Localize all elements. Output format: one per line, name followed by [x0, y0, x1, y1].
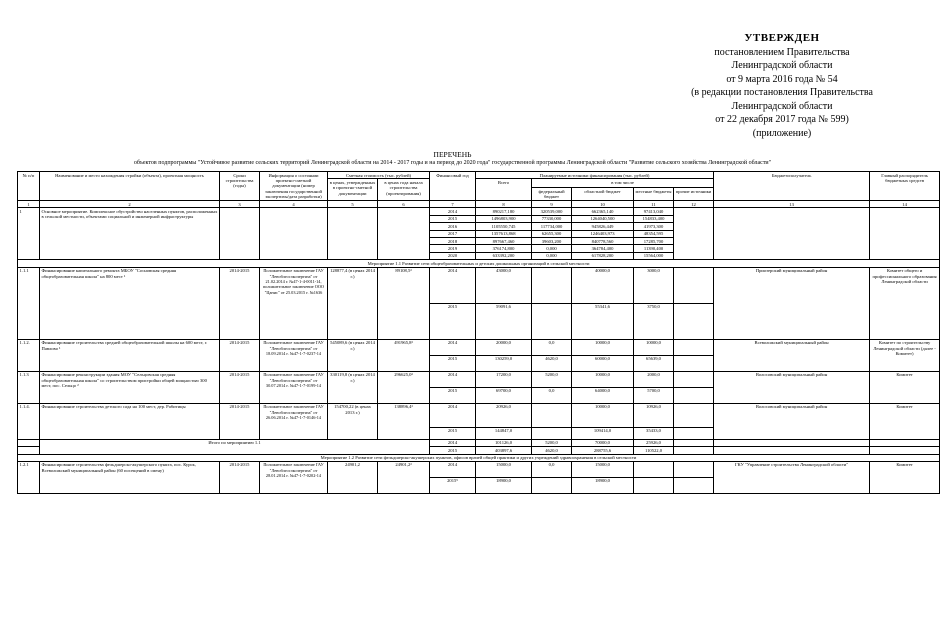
col-local: местные бюджеты — [634, 188, 674, 201]
year-cell: 2014 — [430, 267, 476, 303]
total-cell: 43000,0 — [476, 267, 532, 303]
row-recipient: Приозерский муниципальный район — [714, 267, 870, 339]
row-cost-b: 491965,8³ — [378, 339, 430, 371]
index-cell: 8 — [476, 201, 532, 208]
row-term: 2014-2015 — [220, 371, 260, 403]
index-cell: 2 — [40, 201, 220, 208]
row-info: Положительное заключение ГАУ "Леноблгосэкспертиза" от 28.01.2014 г. №47-1-7-0202-14 — [260, 461, 328, 493]
reg-cell: 1264040,500 — [572, 215, 634, 222]
row-cost-a: 128877,4 (в ценах 2014 г.) — [328, 267, 378, 339]
index-cell: 6 — [378, 201, 430, 208]
year-cell: 2018 — [430, 238, 476, 245]
index-cell: 11 — [634, 201, 674, 208]
total-cell: 15000,0 — [476, 461, 532, 477]
fed-cell: 4620,0 — [532, 355, 572, 371]
approval-line: от 9 марта 2016 года № 54 — [726, 73, 838, 85]
local-cell: 15564,000 — [634, 252, 674, 259]
index-cell: 1 — [18, 201, 40, 208]
title-line-2: объектов подпрограммы "Устойчивое развитие сельских территорий Ленинградской области на 2014 - 2017 годы и на период до 2020 года" государственной программы Ленинградской области "Развитие сельского хозяйства Ленинградской области" — [133, 160, 772, 166]
reg-cell: 70000,0 — [572, 439, 634, 446]
fed-cell: 0,0 — [532, 461, 572, 477]
table-row — [18, 371, 940, 387]
fed-cell: 0,0 — [532, 339, 572, 355]
row-name: Основное мероприятие. Комплексное обустройство населенных пунктов, расположенных в сельской местности, объектами социальной и инженерной инфраструктуры — [40, 208, 220, 260]
row-info: Положительное заключение ГАУ "Леноблгосэкспертиза" от 30.07.2014 г. №47-1-7-0199-14 — [260, 371, 328, 403]
local-cell: 11390,400 — [634, 245, 674, 252]
approval-line: от 22 декабря 2017 года № 599) — [715, 114, 849, 125]
local-cell: 10926,0 — [634, 403, 674, 427]
col-admin: Главный распорядитель бюджетных средств — [870, 172, 940, 201]
index-cell: 3 — [220, 201, 260, 208]
fed-cell — [532, 427, 572, 439]
row-cost-a: 154700,22 (в ценах 2013 г.) — [328, 403, 378, 439]
fed-cell — [532, 477, 572, 493]
row-recipient: Волосовский муниципальный район — [714, 371, 870, 403]
local-cell: 110522,0 — [634, 447, 674, 454]
row-num: 1 — [18, 208, 40, 260]
table-row — [18, 461, 940, 477]
year-cell: 2019 — [430, 245, 476, 252]
index-cell: 4 — [260, 201, 328, 208]
year-cell: 2014 — [430, 208, 476, 215]
row-info: Положительное заключение ГАУ "Леноблгосэкспертиза" от 21.02.2014 г. №47-1-4-0011-14, положительное заключение ООО "Цанис" от 25.03.2015 г. №1636 — [260, 267, 328, 339]
approval-line: Ленинградской области — [731, 60, 833, 71]
index-cell: 13 — [714, 201, 870, 208]
total-cell: 59091,6 — [476, 303, 532, 339]
row-admin: Комитет — [870, 461, 940, 493]
col-cost: Сметная стоимость (тыс. рублей) — [328, 172, 430, 179]
col-term: Сроки строительства (годы) — [220, 172, 260, 201]
local-cell: 41973,300 — [634, 223, 674, 230]
local-cell: 65639,0 — [634, 355, 674, 371]
reg-cell: 15000,0 — [572, 461, 634, 477]
row-cost-a: 24901,2 — [328, 461, 378, 493]
total-cell: 144847,0 — [476, 427, 532, 439]
row-term: 2014-2015 — [220, 267, 260, 339]
col-name: Наименование и место нахождения стройки (объекта), проектная мощность — [40, 172, 220, 201]
row-cost-b: 24901,2³ — [378, 461, 430, 493]
year-cell: 2014 — [430, 461, 476, 477]
row-term: 2014-2015 — [220, 403, 260, 439]
local-cell: 97413,040 — [634, 208, 674, 215]
reg-cell: 18900,0 — [572, 477, 634, 493]
row-term: 2014-2015 — [220, 461, 260, 493]
other-cell — [674, 477, 714, 493]
row-num: 1.2.1 — [18, 461, 40, 493]
local-cell: 35433,0 — [634, 427, 674, 439]
reg-cell: 10000,0 — [572, 371, 634, 387]
row-admin: Комитет по строительству Ленинградской области (далее - Комитет) — [870, 339, 940, 371]
row-cost-a: 545089,6 (в ценах 2014 г.) — [328, 339, 378, 371]
row-admin: Комитет — [870, 371, 940, 403]
table-row — [18, 267, 940, 303]
index-row — [18, 201, 940, 208]
local-cell: 17285,700 — [634, 238, 674, 245]
reg-cell: 1246403,973 — [572, 230, 634, 237]
local-cell: 3750,0 — [634, 303, 674, 339]
year-cell: 2016 — [430, 223, 476, 230]
fed-cell: 4620,0 — [532, 447, 572, 454]
local-cell: 2000,0 — [634, 371, 674, 387]
subtotal-row — [18, 439, 940, 446]
total-cell: 403897,6 — [476, 447, 532, 454]
row-info: Положительное заключение ГАУ "Леноблгосэкспертиза" от 18.09.2014 г. №47-1-7-0237-14 — [260, 339, 328, 371]
col-num: № п/п — [18, 172, 40, 201]
reg-cell: 288755,6 — [572, 447, 634, 454]
fed-cell: 39603,200 — [532, 238, 572, 245]
col-info: Информация о состоянии проектно-сметной документации (номер заключения государственной экспертизы/дата разработки) — [260, 172, 328, 201]
year-cell: 2014 — [430, 339, 476, 355]
reg-cell: 64000,0 — [572, 387, 634, 403]
reg-cell: 662365,140 — [572, 208, 634, 215]
row-num: 1.1.2. — [18, 339, 40, 371]
index-cell: 5 — [328, 201, 378, 208]
subtotal-label: Итого по мероприятию 1.1 — [40, 439, 430, 454]
year-cell: 2015 — [430, 215, 476, 222]
fed-cell: 77330,000 — [532, 215, 572, 222]
col-sources: Планируемые источники финансирования (тыс. рублей) — [476, 172, 714, 179]
section-title: Мероприятие 1.2 Развитие сети фельдшерско-акушерских пунктов, офисов врачей общей практики и других учреждений здравоохранения в сельской местности — [18, 454, 940, 461]
fed-cell: 5200,0 — [532, 439, 572, 446]
total-cell: 1357613,868 — [476, 230, 532, 237]
row-cost-b: 138896,4³ — [378, 403, 430, 439]
fed-cell: 117734,000 — [532, 223, 572, 230]
year-cell: 2017 — [430, 230, 476, 237]
section-row — [18, 260, 940, 267]
row-admin: Комитет общего и профессионального образования Ленинградской области — [870, 267, 940, 339]
year-cell: 2015 — [430, 447, 476, 454]
reg-cell: 55341,6 — [572, 303, 634, 339]
row-name: Финансирование капитального ремонта МБОУ "Сосновская средняя общеобразовательная школа" на 800 мест ¹ — [40, 267, 220, 339]
table-row — [18, 403, 940, 427]
year-cell: 2020 — [430, 252, 476, 259]
index-cell: 10 — [572, 201, 634, 208]
fed-cell: 5200,0 — [532, 371, 572, 387]
index-cell: 7 — [430, 201, 476, 208]
col-incl: в том числе — [532, 179, 714, 188]
row-cost-a: 330119,8 (в ценах 2014 г.) — [328, 371, 378, 403]
total-cell: 897667,460 — [476, 238, 532, 245]
row-num: 1.1.3 — [18, 371, 40, 403]
year-cell: 2015 — [430, 387, 476, 403]
col-recipient: Бюджетополучатель — [714, 172, 870, 201]
other-cell — [674, 267, 714, 303]
col-reg: областной бюджет — [572, 188, 634, 201]
row-num: 1.1.1 — [18, 267, 40, 339]
fed-cell: 0,000 — [532, 245, 572, 252]
reg-cell: 10000,0 — [572, 339, 634, 355]
row-admin: Комитет — [870, 403, 940, 439]
local-cell: 3000,0 — [634, 267, 674, 303]
index-cell: 14 — [870, 201, 940, 208]
local-cell: 5700,0 — [634, 387, 674, 403]
header-row — [18, 172, 940, 179]
local-cell: 10000,0 — [634, 339, 674, 355]
row-num: 1.1.4. — [18, 403, 40, 439]
total-cell: 890217,180 — [476, 208, 532, 215]
total-cell: 17200,0 — [476, 371, 532, 387]
year-cell: 2015⁵ — [430, 477, 476, 493]
local-cell: 154833,400 — [634, 215, 674, 222]
row-name: Финансирование реконструкции здания МОУ "Сельцовская средняя общеобразовательная школа" со строительством пристройки общей мощностью 300 мест, пос. Сельцо ² — [40, 371, 220, 403]
total-cell: 633392,200 — [476, 252, 532, 259]
total-cell: 18900,0 — [476, 477, 532, 493]
row-recipient: Всеволожский муниципальный район — [714, 339, 870, 371]
col-year: Финансовый год — [430, 172, 476, 201]
local-cell — [634, 461, 674, 477]
other-cell — [674, 387, 714, 403]
year-cell: 2015 — [430, 303, 476, 339]
row-recipient: Волосовский муниципальный район — [714, 403, 870, 439]
other-cell — [674, 339, 714, 355]
col-total: Всего — [476, 179, 532, 201]
total-cell: 20926,0 — [476, 403, 532, 427]
title-line-1: ПЕРЕЧЕНЬ — [433, 150, 472, 159]
year-cell: 2015 — [430, 427, 476, 439]
total-cell: 1496803,900 — [476, 215, 532, 222]
total-cell: 1105550,745 — [476, 223, 532, 230]
total-cell: 130259,0 — [476, 355, 532, 371]
index-cell: 12 — [674, 201, 714, 208]
local-cell: 25926,0 — [634, 439, 674, 446]
col-cost-b: в ценах года начала строительства (проектирования) — [378, 179, 430, 201]
col-cost-a: в ценах, утвержденных в проектно-сметной документации — [328, 179, 378, 201]
year-cell: 2015 — [430, 355, 476, 371]
row-name: Финансирование строительства детского сада на 100 мест, дер. Рабитицы — [40, 403, 220, 439]
reg-cell: 364784,400 — [572, 245, 634, 252]
reg-cell: 945826,449 — [572, 223, 634, 230]
other-cell — [674, 355, 714, 371]
fed-cell: 320539,000 — [532, 208, 572, 215]
approval-head: УТВЕРЖДЕН — [744, 32, 820, 44]
total-cell: 69700,0 — [476, 387, 532, 403]
other-cell — [674, 371, 714, 387]
fed-cell — [532, 267, 572, 303]
total-cell: 101126,0 — [476, 439, 532, 446]
col-fed: федеральный бюджет — [532, 188, 572, 201]
objects-table — [17, 171, 940, 494]
reg-cell: 10000,0 — [572, 403, 634, 427]
other-cell — [674, 303, 714, 339]
total-cell: 376174,800 — [476, 245, 532, 252]
row-cost-b: 296625,0³ — [378, 371, 430, 403]
table-row — [18, 339, 940, 355]
reg-cell: 109414,0 — [572, 427, 634, 439]
section-row — [18, 454, 940, 461]
row-name: Финансирование строительства фельдшерско-акушерского пункта, пос. Курск, Всеволожский муниципальный район (60 посещений в смену) — [40, 461, 220, 493]
fed-cell: 62655,300 — [532, 230, 572, 237]
fed-cell: 0,0 — [532, 387, 572, 403]
section-title: Мероприятие 1.1 Развитие сети общеобразовательных и детских дошкольных организаций в сельской местности — [18, 260, 940, 267]
other-cell — [674, 403, 714, 427]
table-row — [18, 208, 940, 215]
reg-cell: 40000,0 — [572, 267, 634, 303]
total-cell: 20000,0 — [476, 339, 532, 355]
year-cell: 2014 — [430, 403, 476, 427]
row-recipient: ГКУ "Управление строительства Ленинградской области" — [714, 461, 870, 493]
fed-cell: 0,000 — [532, 252, 572, 259]
local-cell — [634, 477, 674, 493]
index-cell: 9 — [532, 201, 572, 208]
approval-line: Ленинградской области — [731, 100, 833, 112]
approval-line: (в редакции постановления Правительства — [691, 87, 873, 98]
other-cell — [674, 427, 714, 439]
approval-line: (приложение) — [752, 127, 812, 139]
row-cost-b: 89108,5³ — [378, 267, 430, 339]
reg-cell: 617828,200 — [572, 252, 634, 259]
approval-line: постановлением Правительства — [714, 46, 850, 58]
year-cell: 2014 — [430, 371, 476, 387]
reg-cell: 60000,0 — [572, 355, 634, 371]
row-info: Положительное заключение ГАУ "Леноблгосэкспертиза" от 26.06.2014 г. №47-1-7-0146-14 — [260, 403, 328, 439]
year-cell: 2014 — [430, 439, 476, 446]
local-cell: 48354,595 — [634, 230, 674, 237]
row-name: Финансирование строительства средней общеобразовательной школы на 600 мест, г. Павлово ¹ — [40, 339, 220, 371]
other-cell — [674, 461, 714, 477]
col-other: прочие источники — [674, 188, 714, 201]
approval-block — [687, 32, 877, 140]
row-term: 2014-2015 — [220, 339, 260, 371]
fed-cell — [532, 303, 572, 339]
fed-cell — [532, 403, 572, 427]
reg-cell: 840778,560 — [572, 238, 634, 245]
